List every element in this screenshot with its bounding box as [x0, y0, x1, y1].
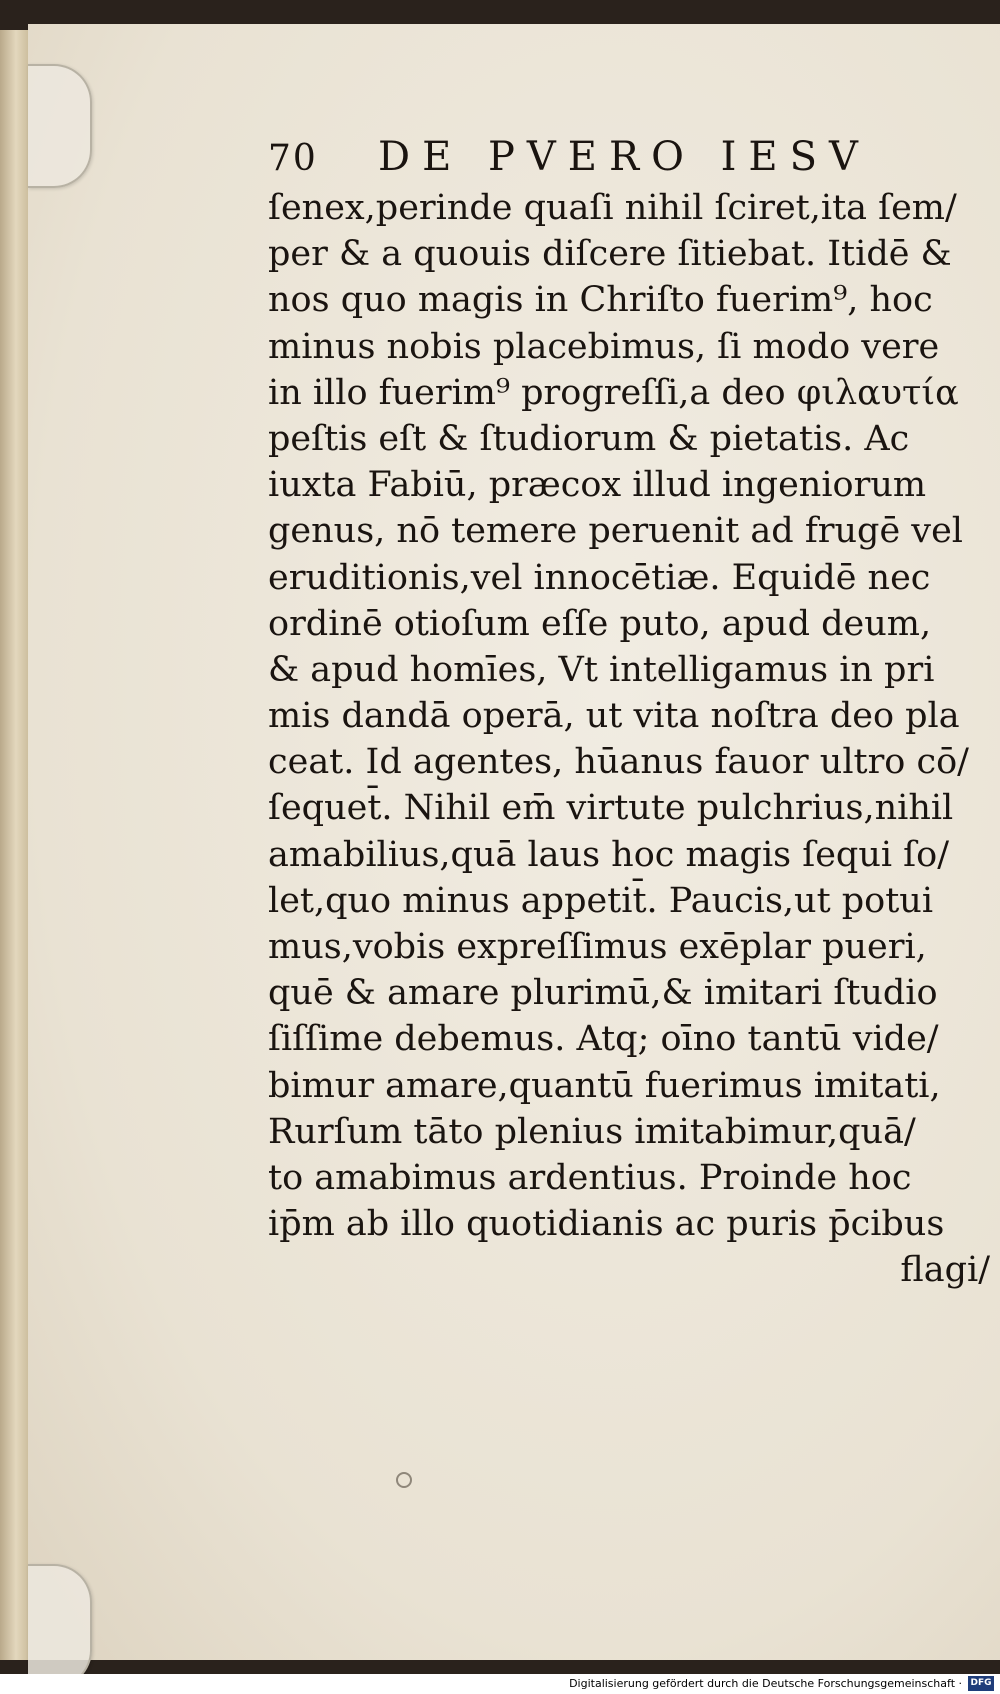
text-line: & apud homīes, Vt intelligamus in pri [268, 649, 935, 690]
text-line: ſiſſime debemus. Atq; oīno tantū vide/ [268, 1019, 939, 1060]
text-line: mus,vobis expreſſimus exēplar pueri, [268, 927, 927, 967]
page-clip-top [28, 64, 92, 188]
text-line: to amabimus ardentius. Proinde hoc [268, 1157, 912, 1198]
digitization-footer [0, 1674, 1000, 1694]
text-line: ip̄m ab illo quotidianis ac puris p̄cibus [268, 1204, 945, 1245]
text-line: peſtis eſt & ſtudiorum & pietatis. Ac [268, 418, 910, 459]
catchword: flagi/ [900, 1250, 990, 1291]
text-line: per & a quouis diſcere ſitiebat. Itidē & [268, 234, 952, 275]
running-title: DE PVERO IESV [378, 134, 870, 180]
text-line: quē & amare plurimū,& imitari ſtudio [268, 973, 938, 1014]
text-line: minus nobis placebimus, ſi modo vere [268, 326, 940, 367]
text-lines [268, 185, 998, 1294]
text-line: amabilius,quā laus hoc magis ſequi ſo/ [268, 834, 949, 875]
text-line: ſequet̄. Nihil em̄ virtute pulchrius,nihil [268, 788, 954, 829]
paper-blemish [396, 1472, 412, 1488]
running-head [268, 129, 998, 185]
page-clip-bottom [28, 1564, 92, 1688]
dfg-logo-icon: DFG [968, 1676, 994, 1691]
text-line: bimur amare,quantū fuerimus imitati, [268, 1065, 941, 1106]
text-line: ceat. Id agentes, hūanus fauor ultro cō/ [268, 742, 969, 783]
text-line: in illo fuerim⁹ progreſſi,a deo φιλαυτία [268, 372, 959, 413]
text-line: ordinē otioſum eſſe puto, apud deum, [268, 603, 932, 644]
text-line: nos quo magis in Chriſto fuerim⁹, hoc [268, 280, 933, 321]
book-page [28, 24, 1000, 1660]
text-line: Rurſum tāto plenius imitabimur,quā/ [268, 1111, 916, 1152]
funding-credit: Digitalisierung gefördert durch die Deutsche Forschungsgemeinschaft · [569, 1677, 962, 1690]
text-line: genus, nō temere peruenit ad frugē vel [268, 511, 963, 552]
text-line: eruditionis,vel innocētiæ. Equidē nec [268, 557, 931, 598]
text-block [268, 129, 998, 1294]
text-line: let,quo minus appetit̄. Paucis,ut potui [268, 880, 934, 921]
text-line: ſenex,perinde quaſi nihil ſciret,ita ſem/ [268, 188, 957, 228]
text-line: mis dandā operā, ut vita noſtra deo pla [268, 696, 960, 737]
text-line: iuxta Fabiū, præcox illud ingeniorum [268, 465, 927, 506]
page-number: 70 [268, 138, 318, 179]
